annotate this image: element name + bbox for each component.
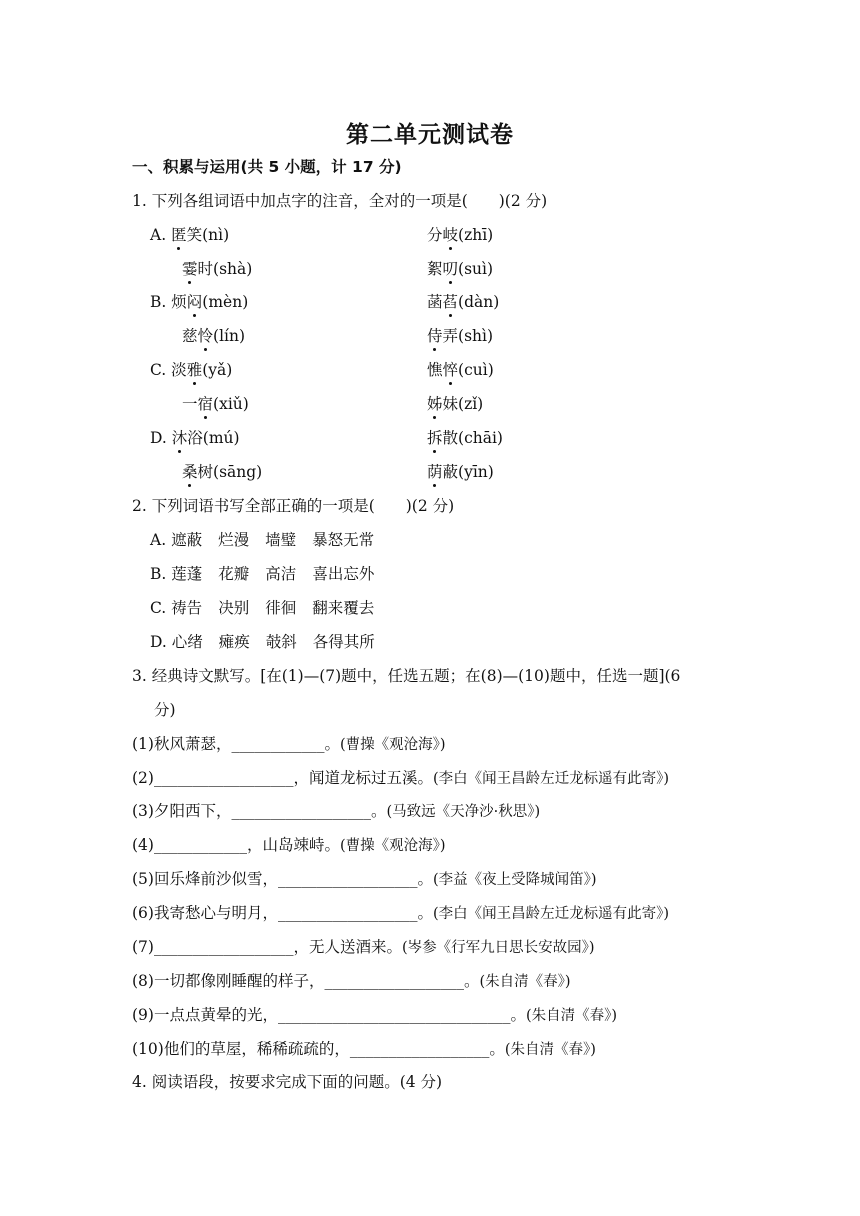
section-heading: 一、积累与运用(共 5 小题，计 17 分) [132,158,402,176]
q1-option-c-word-3: 一宿(xiǔ) [182,395,249,413]
q1-option-d-word-3: 桑树(sāng) [182,463,263,481]
fill-item-9: (9)一点点黄晕的光，______________________________。(朱自清《春》) [132,1006,618,1024]
q2-option-b: B. 莲蓬 花瓣 高洁 喜出忘外 [150,565,375,583]
emphasis-char: 悴 [442,361,459,379]
page-title: 第二单元测试卷 [346,122,514,148]
question-3-stem-cont: 分) [154,701,176,719]
fill-item-6: (6)我寄愁心与明月，__________________。(李白《闻王昌龄左迁龙标遥有此寄》) [132,904,670,922]
emphasis-char: 沐 [171,429,188,447]
fill-item-4: (4)____________，山岛竦峙。(曹操《观沧海》) [132,836,446,854]
q1-option-c: C. 淡雅(yǎ) [150,361,233,379]
emphasis-char: 桑 [182,463,198,481]
q2-option-d: D. 心绪 瘫痪 攲斜 各得其所 [150,633,375,651]
emphasis-char: 萏 [442,293,459,311]
q1-option-d: D. 沐浴(mú) [150,429,240,447]
emphasis-char: 荫 [427,463,443,481]
emphasis-char: 侍 [427,327,443,345]
emphasis-char: 姊 [427,395,443,413]
fill-item-5: (5)回乐烽前沙似雪，__________________。(李益《夜上受降城闻笛》) [132,870,597,888]
emphasis-char: 拆 [427,429,443,447]
fill-item-7: (7)__________________，无人送酒来。(岑参《行军九日思长安故园》) [132,938,595,956]
fill-item-8: (8)一切都像刚睡醒的样子，__________________。(朱自清《春》) [132,972,571,990]
emphasis-char: 叨 [442,260,459,278]
q1-option-a-word-4: 絮叨(suì) [427,260,494,278]
q1-option-b-word-4: 侍弄(shì) [427,327,494,345]
q1-option-b: B. 烦闷(mèn) [150,293,249,311]
q1-option-d-word-2: 拆散(chāi) [427,429,503,447]
emphasis-char: 霎 [182,260,198,278]
question-3-stem: 3. 经典诗文默写。[在(1)—(7)题中，任选五题；在(8)—(10)题中，任选一题](6 [132,667,681,685]
emphasis-char: 雅 [186,361,203,379]
question-2-stem: 2. 下列词语书写全部正确的一项是( )(2 分) [132,497,455,515]
q2-option-c: C. 祷告 决别 徘徊 翻来覆去 [150,599,375,617]
q1-option-a: A. 匿笑(nì) [150,226,230,244]
emphasis-char: 岐 [442,226,459,244]
q1-option-c-word-4: 姊妹(zǐ) [427,395,484,413]
q1-option-b-word-3: 慈怜(lín) [182,327,246,345]
fill-item-3: (3)夕阳西下，__________________。(马致远《天净沙·秋思》) [132,802,541,820]
emphasis-char: 匿 [171,226,187,244]
q1-option-c-word-2: 憔悴(cuì) [427,361,494,379]
question-4-stem: 4. 阅读语段，按要求完成下面的问题。(4 分) [132,1073,443,1091]
q1-option-a-word-2: 分岐(zhī) [427,226,494,244]
fill-item-10: (10)他们的草屋，稀稀疏疏的，__________________。(朱自清《春》) [132,1040,596,1058]
emphasis-char: 怜 [197,327,214,345]
q1-option-a-word-3: 霎时(shà) [182,260,253,278]
question-1-stem: 1. 下列各组词语中加点字的注音，全对的一项是( )(2 分) [132,192,548,210]
q2-option-a: A. 遮蔽 烂漫 墙璧 暴怒无常 [150,531,375,549]
q1-option-b-word-2: 菡萏(dàn) [427,293,500,311]
fill-item-1: (1)秋风萧瑟，____________。(曹操《观沧海》) [132,735,446,753]
emphasis-char: 宿 [197,395,214,413]
fill-item-2: (2)__________________，闻道龙标过五溪。(李白《闻王昌龄左迁龙标遥有此寄》) [132,769,670,787]
q1-option-d-word-4: 荫蔽(yīn) [427,463,494,481]
emphasis-char: 闷 [186,293,203,311]
